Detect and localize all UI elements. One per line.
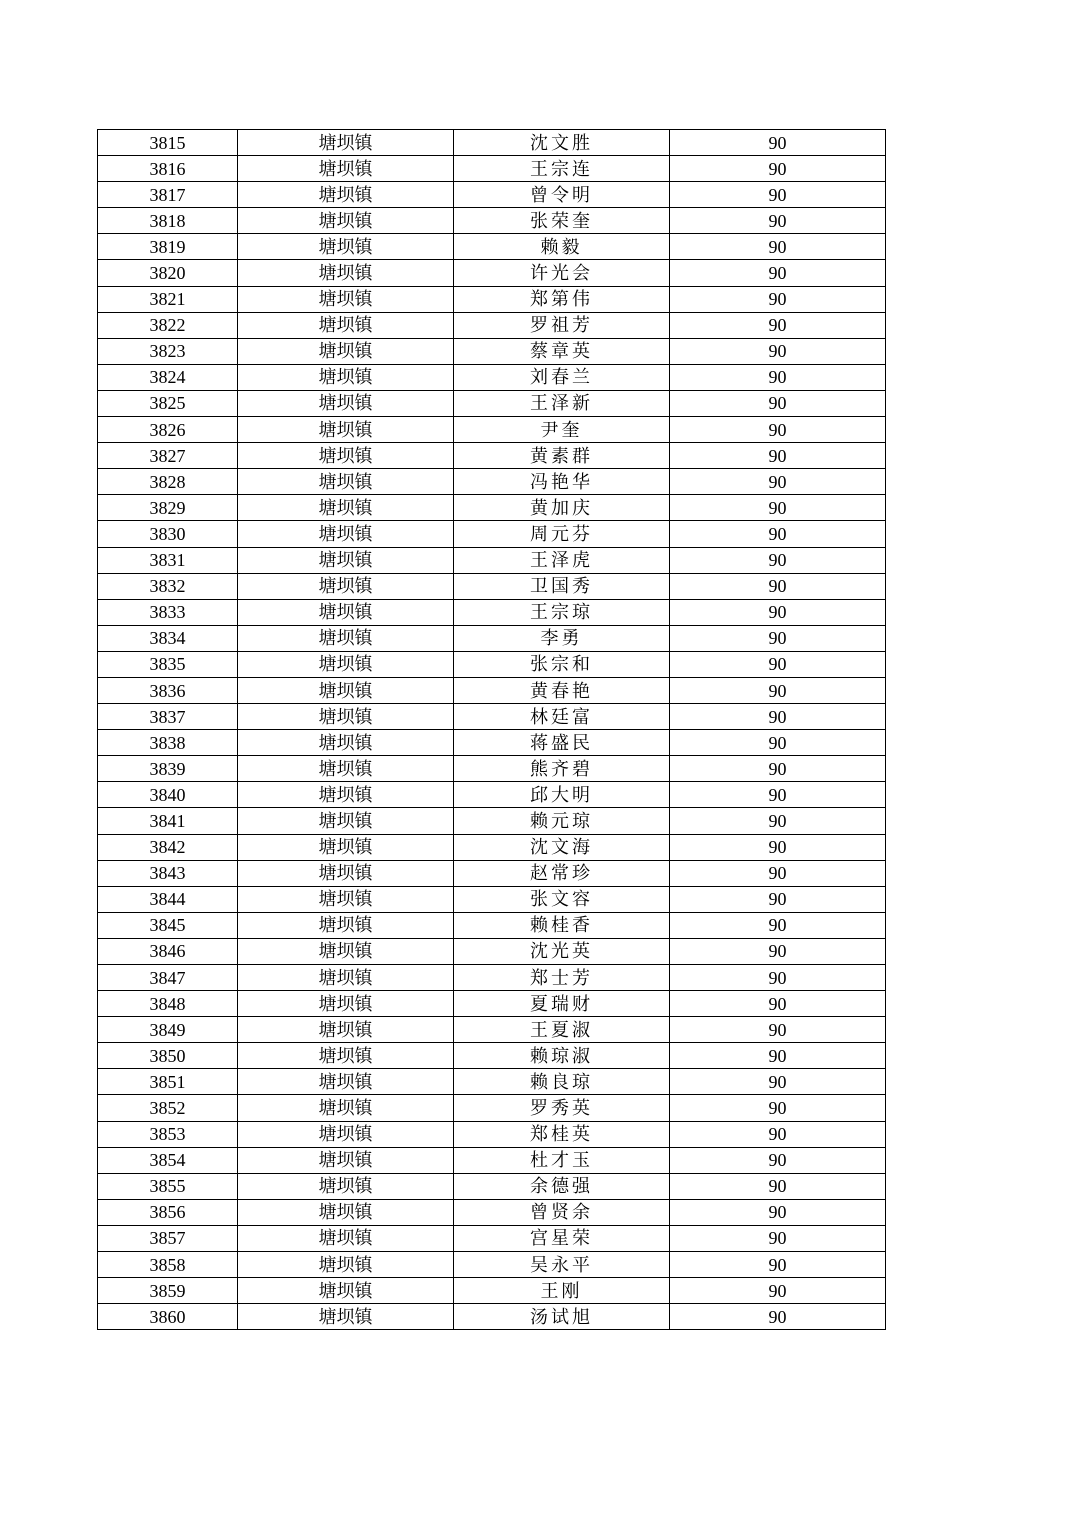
serial-number-cell: 3841 [98, 808, 238, 834]
table-row [98, 521, 886, 547]
town-cell: 塘坝镇 [238, 338, 454, 364]
person-name-cell: 熊齐碧 [454, 756, 670, 782]
table-row [98, 1069, 886, 1095]
serial-number-cell: 3826 [98, 417, 238, 443]
table-row [98, 886, 886, 912]
person-name-cell: 邱大明 [454, 782, 670, 808]
town-cell: 塘坝镇 [238, 1017, 454, 1043]
serial-number-cell: 3856 [98, 1199, 238, 1225]
table-row [98, 756, 886, 782]
town-cell: 塘坝镇 [238, 704, 454, 730]
person-name-cell: 李勇 [454, 625, 670, 651]
amount-cell: 90 [670, 260, 886, 286]
table-row [98, 417, 886, 443]
amount-cell: 90 [670, 965, 886, 991]
person-name-cell: 赖元琼 [454, 808, 670, 834]
amount-cell: 90 [670, 860, 886, 886]
table-row [98, 599, 886, 625]
serial-number-cell: 3825 [98, 390, 238, 416]
town-cell: 塘坝镇 [238, 677, 454, 703]
person-name-cell: 尹奎 [454, 417, 670, 443]
person-name-cell: 卫国秀 [454, 573, 670, 599]
town-cell: 塘坝镇 [238, 1199, 454, 1225]
amount-cell: 90 [670, 390, 886, 416]
table-row [98, 1304, 886, 1330]
person-name-cell: 沈文海 [454, 834, 670, 860]
amount-cell: 90 [670, 808, 886, 834]
town-cell: 塘坝镇 [238, 547, 454, 573]
town-cell: 塘坝镇 [238, 782, 454, 808]
serial-number-cell: 3829 [98, 495, 238, 521]
person-name-cell: 余德强 [454, 1173, 670, 1199]
serial-number-cell: 3860 [98, 1304, 238, 1330]
serial-number-cell: 3817 [98, 182, 238, 208]
person-name-cell: 张宗和 [454, 651, 670, 677]
town-cell: 塘坝镇 [238, 1252, 454, 1278]
person-name-cell: 王泽新 [454, 390, 670, 416]
serial-number-cell: 3835 [98, 651, 238, 677]
town-cell: 塘坝镇 [238, 234, 454, 260]
serial-number-cell: 3852 [98, 1095, 238, 1121]
amount-cell: 90 [670, 1147, 886, 1173]
town-cell: 塘坝镇 [238, 912, 454, 938]
table-row [98, 991, 886, 1017]
town-cell: 塘坝镇 [238, 834, 454, 860]
amount-cell: 90 [670, 651, 886, 677]
amount-cell: 90 [670, 234, 886, 260]
person-name-cell: 罗秀英 [454, 1095, 670, 1121]
town-cell: 塘坝镇 [238, 182, 454, 208]
serial-number-cell: 3845 [98, 912, 238, 938]
table-row [98, 130, 886, 156]
table-row [98, 443, 886, 469]
person-name-cell: 杜才玉 [454, 1147, 670, 1173]
person-name-cell: 郑桂英 [454, 1121, 670, 1147]
town-cell: 塘坝镇 [238, 886, 454, 912]
table-row [98, 1252, 886, 1278]
amount-cell: 90 [670, 547, 886, 573]
table-row [98, 338, 886, 364]
person-name-cell: 曾贤余 [454, 1199, 670, 1225]
table-row [98, 364, 886, 390]
serial-number-cell: 3832 [98, 573, 238, 599]
table-row [98, 625, 886, 651]
table-row [98, 547, 886, 573]
amount-cell: 90 [670, 417, 886, 443]
amount-cell: 90 [670, 599, 886, 625]
serial-number-cell: 3819 [98, 234, 238, 260]
amount-cell: 90 [670, 756, 886, 782]
person-name-cell: 王泽虎 [454, 547, 670, 573]
amount-cell: 90 [670, 834, 886, 860]
person-name-cell: 蔡章英 [454, 338, 670, 364]
table-row [98, 912, 886, 938]
town-cell: 塘坝镇 [238, 260, 454, 286]
serial-number-cell: 3818 [98, 208, 238, 234]
town-cell: 塘坝镇 [238, 1069, 454, 1095]
serial-number-cell: 3844 [98, 886, 238, 912]
amount-cell: 90 [670, 1095, 886, 1121]
serial-number-cell: 3859 [98, 1278, 238, 1304]
town-cell: 塘坝镇 [238, 573, 454, 599]
person-name-cell: 黄春艳 [454, 677, 670, 703]
serial-number-cell: 3831 [98, 547, 238, 573]
amount-cell: 90 [670, 912, 886, 938]
serial-number-cell: 3858 [98, 1252, 238, 1278]
town-cell: 塘坝镇 [238, 1225, 454, 1251]
amount-cell: 90 [670, 704, 886, 730]
person-name-cell: 刘春兰 [454, 364, 670, 390]
person-name-cell: 黄加庆 [454, 495, 670, 521]
town-cell: 塘坝镇 [238, 130, 454, 156]
person-name-cell: 张荣奎 [454, 208, 670, 234]
person-name-cell: 郑士芳 [454, 965, 670, 991]
amount-cell: 90 [670, 1017, 886, 1043]
town-cell: 塘坝镇 [238, 1173, 454, 1199]
serial-number-cell: 3848 [98, 991, 238, 1017]
person-name-cell: 周元芬 [454, 521, 670, 547]
amount-cell: 90 [670, 364, 886, 390]
town-cell: 塘坝镇 [238, 312, 454, 338]
person-name-cell: 赖琼淑 [454, 1043, 670, 1069]
amount-cell: 90 [670, 469, 886, 495]
person-name-cell: 宫星荣 [454, 1225, 670, 1251]
town-cell: 塘坝镇 [238, 730, 454, 756]
serial-number-cell: 3842 [98, 834, 238, 860]
serial-number-cell: 3823 [98, 338, 238, 364]
person-name-cell: 赖桂香 [454, 912, 670, 938]
serial-number-cell: 3828 [98, 469, 238, 495]
serial-number-cell: 3816 [98, 156, 238, 182]
table-row [98, 182, 886, 208]
serial-number-cell: 3854 [98, 1147, 238, 1173]
town-cell: 塘坝镇 [238, 991, 454, 1017]
table-row [98, 782, 886, 808]
amount-cell: 90 [670, 495, 886, 521]
person-name-cell: 赵常珍 [454, 860, 670, 886]
person-name-cell: 许光会 [454, 260, 670, 286]
serial-number-cell: 3833 [98, 599, 238, 625]
table-row [98, 234, 886, 260]
person-name-cell: 王宗琼 [454, 599, 670, 625]
serial-number-cell: 3847 [98, 965, 238, 991]
table-row [98, 938, 886, 964]
person-name-cell: 罗祖芳 [454, 312, 670, 338]
town-cell: 塘坝镇 [238, 860, 454, 886]
person-name-cell: 黄素群 [454, 443, 670, 469]
town-cell: 塘坝镇 [238, 1121, 454, 1147]
table-row [98, 677, 886, 703]
serial-number-cell: 3815 [98, 130, 238, 156]
town-cell: 塘坝镇 [238, 599, 454, 625]
town-cell: 塘坝镇 [238, 156, 454, 182]
table-row [98, 260, 886, 286]
amount-cell: 90 [670, 1043, 886, 1069]
amount-cell: 90 [670, 573, 886, 599]
table-row [98, 573, 886, 599]
table-row [98, 390, 886, 416]
town-cell: 塘坝镇 [238, 965, 454, 991]
amount-cell: 90 [670, 1069, 886, 1095]
town-cell: 塘坝镇 [238, 364, 454, 390]
table-row [98, 1225, 886, 1251]
town-cell: 塘坝镇 [238, 651, 454, 677]
town-cell: 塘坝镇 [238, 938, 454, 964]
person-name-cell: 林廷富 [454, 704, 670, 730]
town-cell: 塘坝镇 [238, 469, 454, 495]
amount-cell: 90 [670, 312, 886, 338]
person-name-cell: 夏瑞财 [454, 991, 670, 1017]
serial-number-cell: 3846 [98, 938, 238, 964]
table-row [98, 965, 886, 991]
table-row [98, 704, 886, 730]
town-cell: 塘坝镇 [238, 495, 454, 521]
table-row [98, 834, 886, 860]
serial-number-cell: 3837 [98, 704, 238, 730]
town-cell: 塘坝镇 [238, 208, 454, 234]
table-row [98, 1043, 886, 1069]
serial-number-cell: 3820 [98, 260, 238, 286]
serial-number-cell: 3838 [98, 730, 238, 756]
table-row [98, 469, 886, 495]
table-row [98, 1173, 886, 1199]
person-name-cell: 王刚 [454, 1278, 670, 1304]
town-cell: 塘坝镇 [238, 1095, 454, 1121]
serial-number-cell: 3853 [98, 1121, 238, 1147]
amount-cell: 90 [670, 938, 886, 964]
table-row [98, 156, 886, 182]
amount-cell: 90 [670, 156, 886, 182]
amount-cell: 90 [670, 1225, 886, 1251]
person-name-cell: 赖毅 [454, 234, 670, 260]
table-row [98, 808, 886, 834]
roster-table-body [98, 130, 886, 1330]
roster-table [97, 129, 886, 1330]
person-name-cell: 赖良琼 [454, 1069, 670, 1095]
amount-cell: 90 [670, 1121, 886, 1147]
serial-number-cell: 3836 [98, 677, 238, 703]
table-row [98, 208, 886, 234]
amount-cell: 90 [670, 521, 886, 547]
table-row [98, 286, 886, 312]
amount-cell: 90 [670, 625, 886, 651]
amount-cell: 90 [670, 338, 886, 364]
person-name-cell: 张文容 [454, 886, 670, 912]
town-cell: 塘坝镇 [238, 1147, 454, 1173]
person-name-cell: 蒋盛民 [454, 730, 670, 756]
town-cell: 塘坝镇 [238, 1043, 454, 1069]
person-name-cell: 王宗连 [454, 156, 670, 182]
serial-number-cell: 3822 [98, 312, 238, 338]
person-name-cell: 吴永平 [454, 1252, 670, 1278]
person-name-cell: 汤试旭 [454, 1304, 670, 1330]
serial-number-cell: 3830 [98, 521, 238, 547]
amount-cell: 90 [670, 443, 886, 469]
table-row [98, 1017, 886, 1043]
serial-number-cell: 3824 [98, 364, 238, 390]
town-cell: 塘坝镇 [238, 1278, 454, 1304]
person-name-cell: 沈文胜 [454, 130, 670, 156]
table-row [98, 1121, 886, 1147]
serial-number-cell: 3821 [98, 286, 238, 312]
table-row [98, 312, 886, 338]
town-cell: 塘坝镇 [238, 286, 454, 312]
amount-cell: 90 [670, 1173, 886, 1199]
town-cell: 塘坝镇 [238, 443, 454, 469]
person-name-cell: 曾令明 [454, 182, 670, 208]
table-row [98, 1095, 886, 1121]
serial-number-cell: 3857 [98, 1225, 238, 1251]
amount-cell: 90 [670, 1278, 886, 1304]
town-cell: 塘坝镇 [238, 808, 454, 834]
serial-number-cell: 3840 [98, 782, 238, 808]
amount-cell: 90 [670, 886, 886, 912]
serial-number-cell: 3843 [98, 860, 238, 886]
table-row [98, 495, 886, 521]
serial-number-cell: 3827 [98, 443, 238, 469]
amount-cell: 90 [670, 782, 886, 808]
table-row [98, 730, 886, 756]
serial-number-cell: 3834 [98, 625, 238, 651]
amount-cell: 90 [670, 1252, 886, 1278]
town-cell: 塘坝镇 [238, 417, 454, 443]
town-cell: 塘坝镇 [238, 1304, 454, 1330]
amount-cell: 90 [670, 130, 886, 156]
town-cell: 塘坝镇 [238, 625, 454, 651]
person-name-cell: 王夏淑 [454, 1017, 670, 1043]
table-row [98, 1199, 886, 1225]
serial-number-cell: 3850 [98, 1043, 238, 1069]
table-row [98, 1278, 886, 1304]
serial-number-cell: 3851 [98, 1069, 238, 1095]
person-name-cell: 冯艳华 [454, 469, 670, 495]
amount-cell: 90 [670, 182, 886, 208]
town-cell: 塘坝镇 [238, 390, 454, 416]
serial-number-cell: 3839 [98, 756, 238, 782]
amount-cell: 90 [670, 677, 886, 703]
serial-number-cell: 3849 [98, 1017, 238, 1043]
person-name-cell: 沈光英 [454, 938, 670, 964]
amount-cell: 90 [670, 286, 886, 312]
town-cell: 塘坝镇 [238, 756, 454, 782]
town-cell: 塘坝镇 [238, 521, 454, 547]
serial-number-cell: 3855 [98, 1173, 238, 1199]
amount-cell: 90 [670, 1304, 886, 1330]
table-row [98, 1147, 886, 1173]
amount-cell: 90 [670, 730, 886, 756]
amount-cell: 90 [670, 208, 886, 234]
amount-cell: 90 [670, 1199, 886, 1225]
table-row [98, 860, 886, 886]
person-name-cell: 郑第伟 [454, 286, 670, 312]
amount-cell: 90 [670, 991, 886, 1017]
table-row [98, 651, 886, 677]
